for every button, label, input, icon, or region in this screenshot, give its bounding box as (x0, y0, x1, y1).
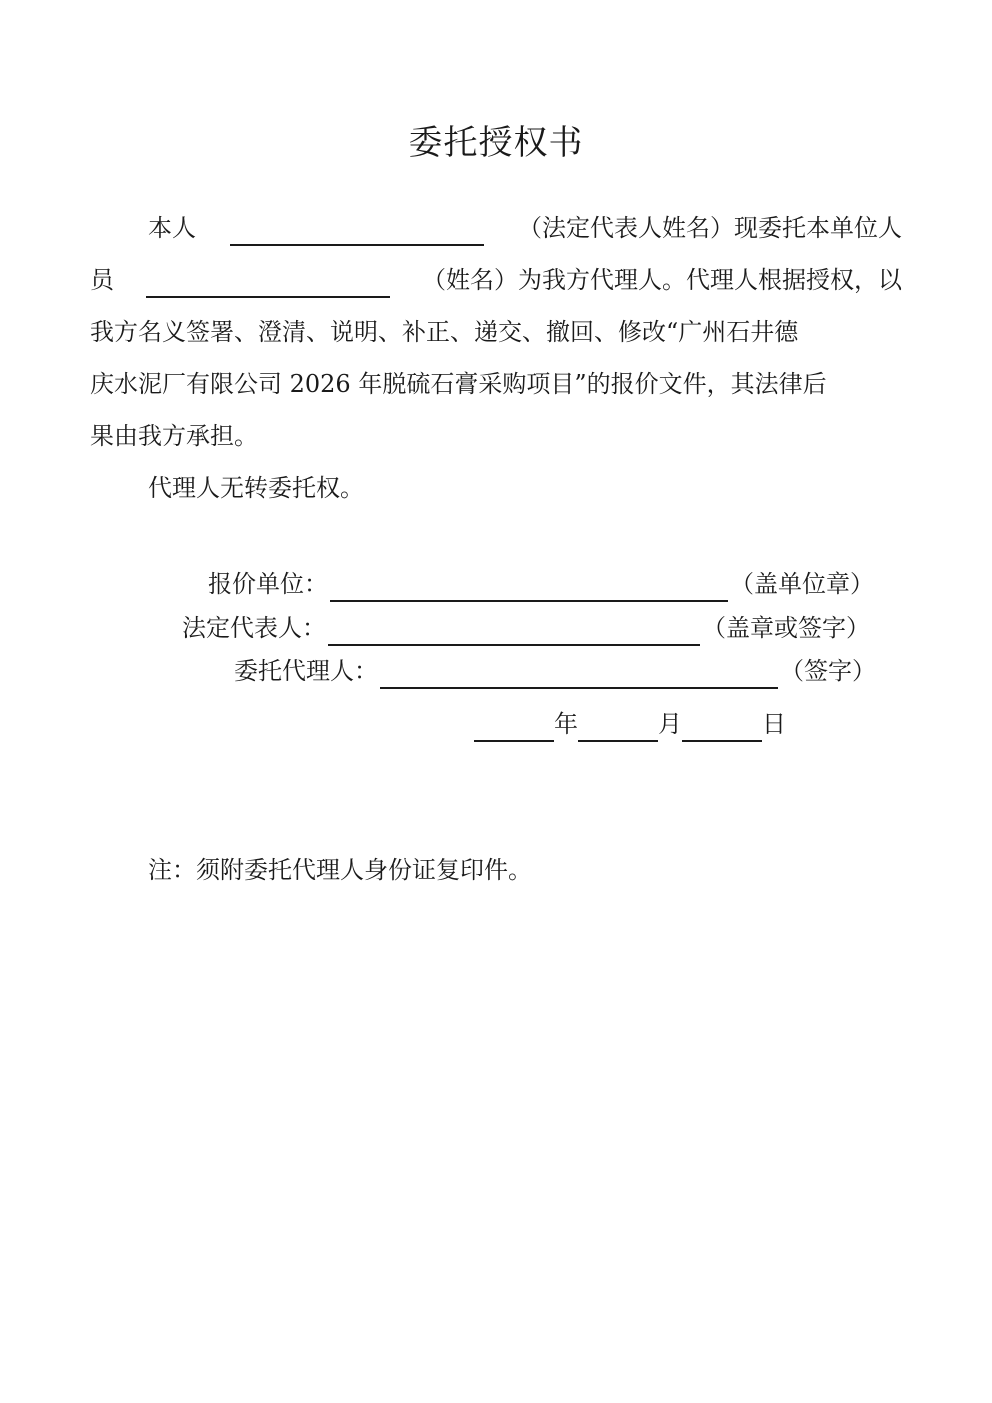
agent-label: 委托代理人： (234, 657, 378, 685)
legal-rep-blank[interactable] (328, 616, 700, 646)
bidder-row (208, 566, 874, 602)
paragraph-line-3: 我方名义签署、澄清、说明、补正、递交、撤回、修改“广州石井德 (90, 318, 799, 346)
principal-label: 本人 (148, 214, 196, 242)
page-title: 委托授权书 (408, 123, 584, 163)
legal-rep-name-hint: （法定代表人姓名）现委托本单位人 (518, 214, 902, 242)
agent-row (234, 653, 876, 689)
paragraph-line-5: 果由我方承担。 (90, 422, 258, 450)
paragraph-line-4: 庆水泥厂有限公司 2026 年脱硫石膏采购项目”的报价文件，其法律后 (90, 370, 827, 398)
year-label: 年 (554, 710, 578, 738)
agent-blank[interactable] (380, 659, 778, 689)
bidder-label: 报价单位： (208, 570, 328, 598)
legal-rep-label: 法定代表人： (182, 614, 326, 642)
month-blank[interactable] (578, 712, 658, 742)
attachment-note: 注：须附委托代理人身份证复印件。 (148, 856, 532, 884)
year-blank[interactable] (474, 712, 554, 742)
bidder-seal-note: （盖单位章） (730, 570, 874, 598)
agent-name-blank[interactable] (146, 268, 390, 298)
agent-name-hint: （姓名）为我方代理人。代理人根据授权，以 (422, 266, 902, 294)
day-label: 日 (762, 710, 786, 738)
date-row (474, 706, 786, 742)
staff-label: 员 (90, 266, 114, 294)
legal-rep-name-blank[interactable] (230, 216, 484, 246)
no-subdelegation-statement: 代理人无转委托权。 (148, 474, 364, 502)
legal-rep-seal-note: （盖章或签字） (702, 614, 870, 642)
paragraph-line-1 (90, 210, 902, 246)
paragraph-line-2 (90, 262, 902, 298)
day-blank[interactable] (682, 712, 762, 742)
legal-rep-row (182, 610, 870, 646)
bidder-blank[interactable] (330, 572, 728, 602)
agent-sign-note: （签字） (780, 657, 876, 685)
month-label: 月 (658, 710, 682, 738)
